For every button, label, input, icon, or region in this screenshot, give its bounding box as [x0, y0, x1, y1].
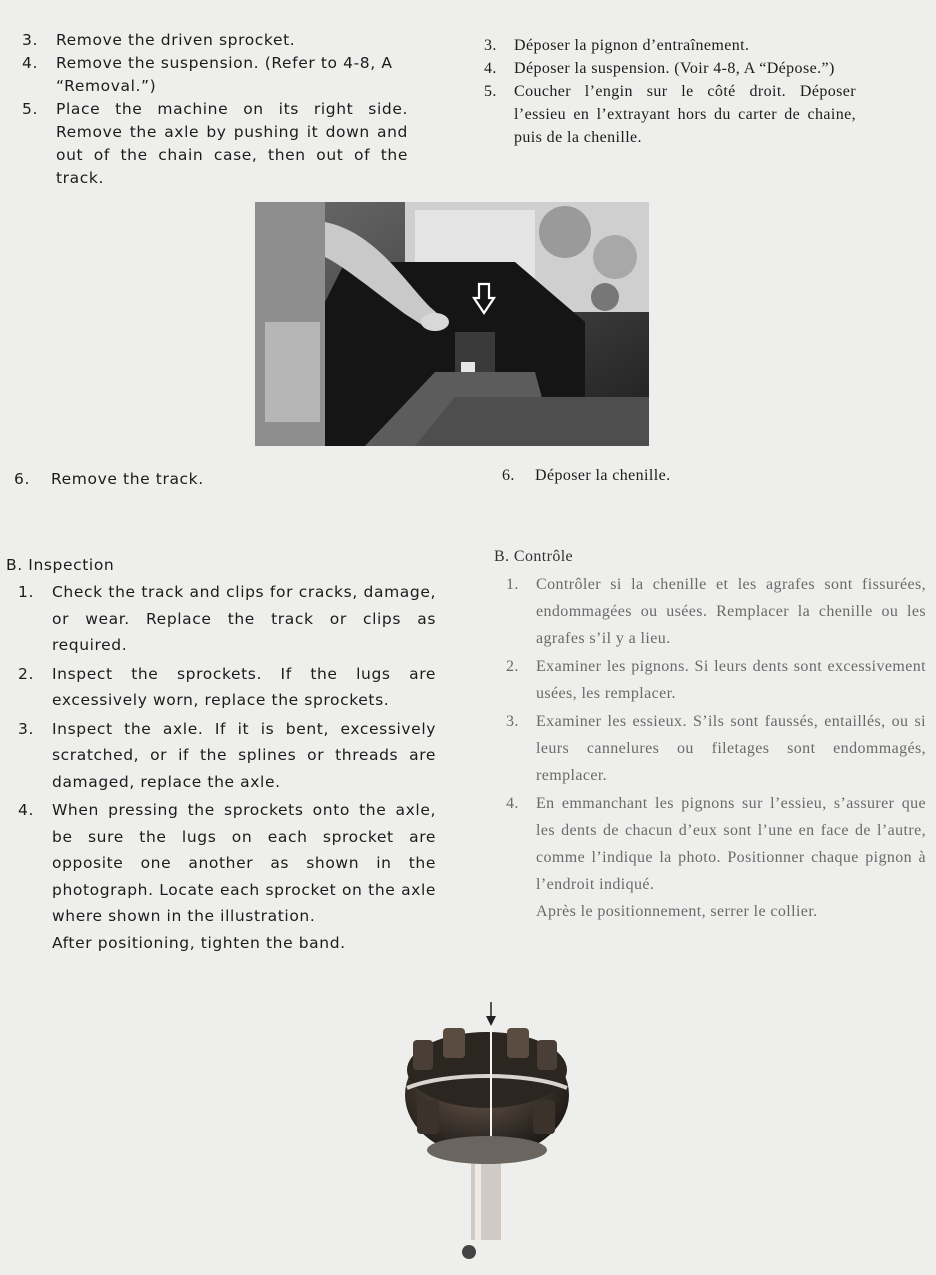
item-number: 6. — [502, 467, 515, 484]
item-text: Examiner les essieux. S’ils sont faussés, entaillés, ou si leurs cannelures ou filetages sont endommagés, remplacer. — [536, 713, 926, 784]
french-inspection-section — [494, 545, 926, 925]
english-steps-top — [22, 29, 408, 190]
french-steps-top — [484, 34, 856, 149]
list-item — [18, 797, 436, 930]
item-text: Déposer la suspension. (Voir 4-8, A “Dépose.”) — [514, 60, 835, 77]
list-item — [14, 468, 394, 491]
list-item — [506, 571, 926, 652]
item-text: Déposer la chenille. — [535, 467, 671, 484]
list-item — [22, 98, 408, 190]
item-number: 4. — [506, 795, 519, 812]
item-text: Déposer la pignon d’entraînement. — [514, 37, 750, 54]
item-text: Remove the track. — [51, 470, 204, 488]
list-item — [18, 661, 436, 714]
list-item-continuation — [506, 898, 926, 925]
down-arrow-icon — [484, 1002, 498, 1028]
item-number: 3. — [506, 713, 519, 730]
list-item — [506, 790, 926, 898]
list-item — [18, 716, 436, 796]
item-number: 2. — [18, 664, 34, 683]
section-heading: B. Inspection — [6, 556, 115, 574]
list-item — [502, 464, 882, 487]
item-text: Remove the driven sprocket. — [56, 31, 296, 49]
item-text: After positioning, tighten the band. — [52, 933, 346, 952]
item-number: 3. — [18, 719, 34, 738]
item-text: Coucher l’engin sur le côté droit. Déposer l’essieu en l’extrayant hors du carter de chaine, puis de la chenille. — [514, 83, 856, 146]
item-number: 2. — [506, 658, 519, 675]
item-number: 1. — [506, 576, 519, 593]
item-text: Inspect the sprockets. If the lugs are excessively worn, replace the sprockets. — [52, 664, 436, 709]
item-number: 6. — [14, 470, 30, 488]
list-item — [506, 708, 926, 789]
item-text: Place the machine on its right side. Remove the axle by pushing it down and out of the chain case, then out of the track. — [56, 100, 408, 187]
list-item — [18, 579, 436, 659]
item-text: Après le positionnement, serrer le collier. — [536, 903, 818, 920]
item-text: Examiner les pignons. Si leurs dents sont excessivement usées, les remplacer. — [536, 658, 926, 702]
list-item — [484, 80, 856, 149]
list-item — [484, 34, 856, 57]
axle-removal-photo — [255, 202, 649, 446]
item-text: Contrôler si la chenille et les agrafes sont fissurées, endommagées ou usées. Remplacer la chenille ou les agrafes s’il y a lieu. — [536, 576, 926, 647]
list-item — [22, 29, 408, 52]
item-text: Inspect the axle. If it is bent, excessively scratched, or if the splines or threads are damaged, replace the axle. — [52, 719, 436, 791]
list-item — [506, 653, 926, 707]
section-heading: B. Contrôle — [494, 548, 574, 565]
item-number: 1. — [18, 583, 34, 601]
item-number: 5. — [22, 100, 38, 118]
item-number: 3. — [22, 31, 38, 49]
list-item — [484, 57, 856, 80]
item-text: Remove the suspension. (Refer to 4-8, A “Removal.”) — [56, 54, 393, 95]
item-text: Check the track and clips for cracks, damage, or wear. Replace the track or clips as required. — [52, 583, 436, 654]
item-number: 5. — [484, 83, 497, 100]
english-step-6 — [14, 468, 394, 491]
item-text: When pressing the sprockets onto the axle, be sure the lugs on each sprocket are opposite one another as shown in the photograph. Locate each sprocket on the axle where shown in the illustration. — [52, 801, 436, 925]
english-inspection-section — [6, 553, 436, 956]
down-arrow-icon — [472, 282, 496, 316]
item-number: 3. — [484, 37, 497, 54]
sprocket-alignment-photo — [395, 1000, 580, 1272]
list-item — [22, 52, 408, 98]
french-step-6 — [502, 464, 882, 487]
list-item-continuation — [18, 930, 436, 957]
item-number: 4. — [484, 60, 497, 77]
item-number: 4. — [22, 54, 38, 72]
item-number: 4. — [18, 801, 34, 819]
item-text: En emmanchant les pignons sur l’essieu, s’assurer que les dents de chacun d’eux sont l’une en face de l’autre, comme l’indique la photo. Positionner chaque pignon à l’endroit indiqué. — [536, 795, 926, 893]
